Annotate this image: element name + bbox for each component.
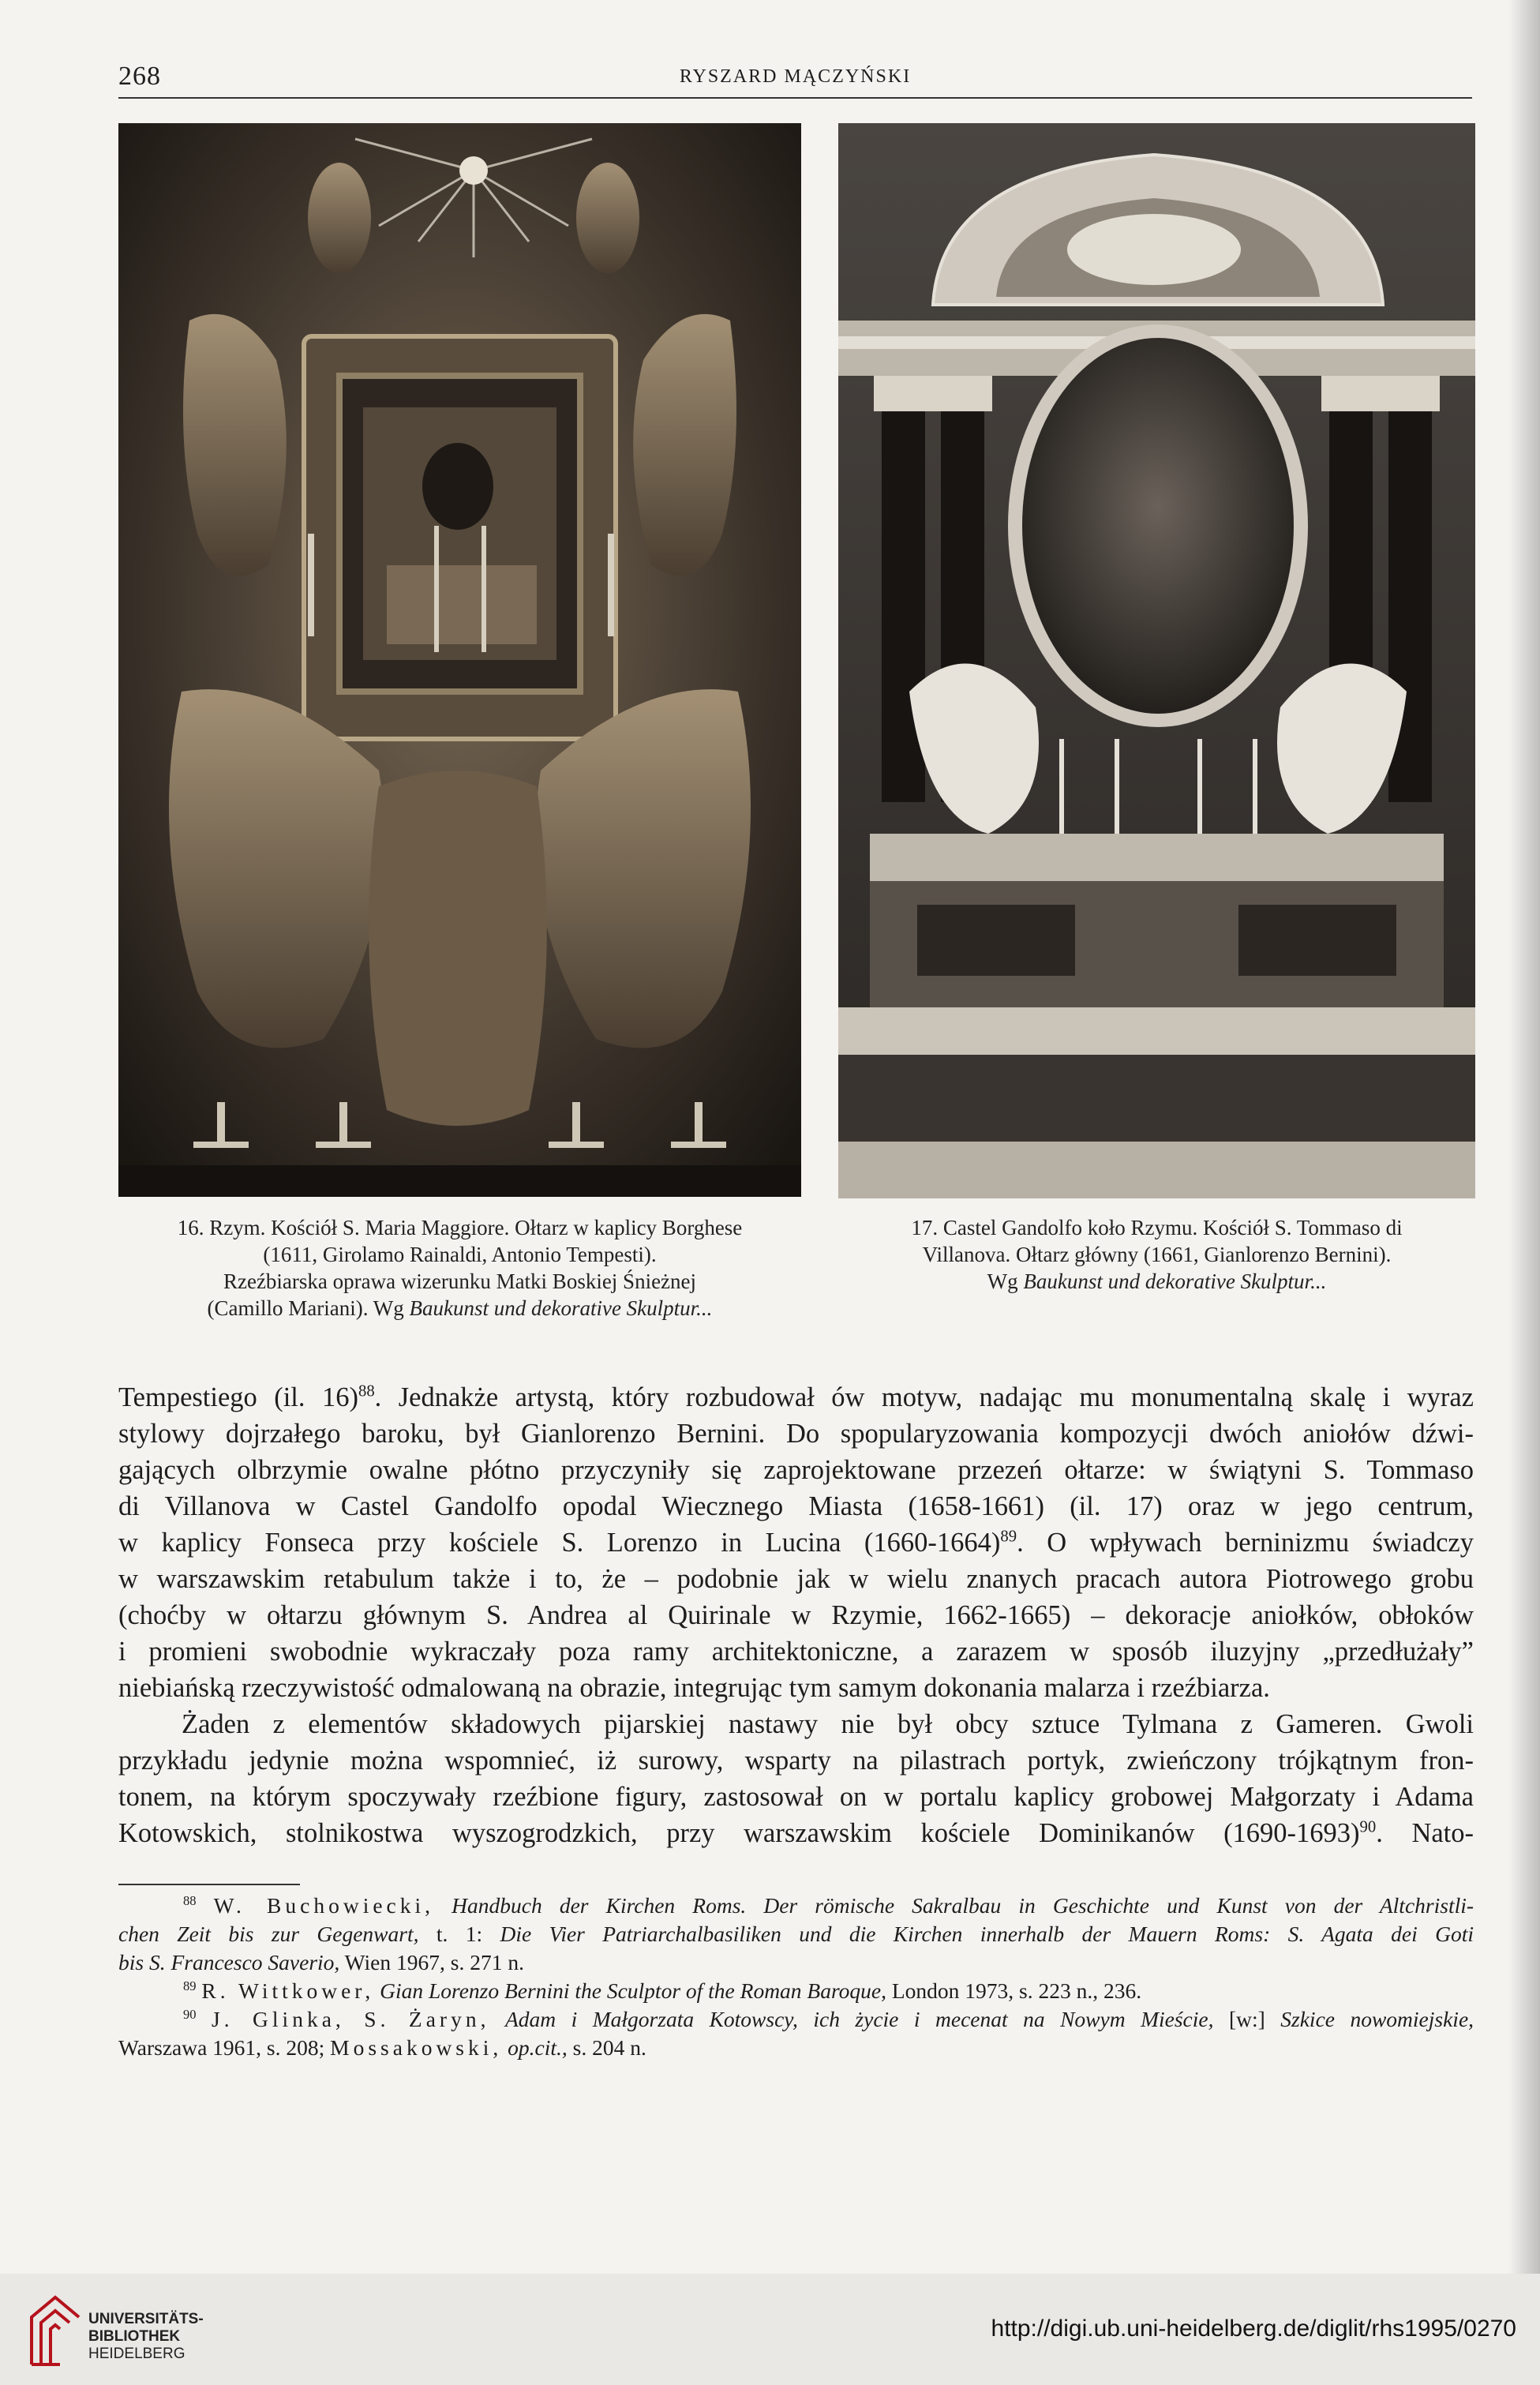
footnote-ref: 88 [358,1382,375,1401]
caption-text: (Camillo Mariani). Wg [207,1296,410,1320]
university-library-logo-icon [24,2289,87,2368]
text-line: i promieni swobodnie wykraczały poza ramy architektoniczne, a zarazem w sposób iluzyjny „przedłużały” [118,1637,1474,1667]
library-name [88,2311,204,2363]
footnote-number: 90 [183,2006,197,2022]
footnote-title: chen Zeit bis zur Gegenwart, [118,1922,419,1946]
header-rule [118,97,1472,99]
footnote-title: op.cit., [508,2035,568,2060]
footnote-text: Wien 1967, s. 271 n. [339,1950,524,1974]
caption-line [118,1295,801,1322]
text-line [118,1815,1474,1851]
footnote-title: Die Vier Patriarchalbasiliken und die Kirchen innerhalb der Mauern Roms: S. Agata dei Goti [500,1922,1474,1946]
text-line: przykładu jedynie można wspomnieć, iż surowy, wsparty na pilastrach portyk, zwieńczony trójkątnym fron- [118,1746,1474,1776]
footnote-author: J. Glinka, S. Żaryn, [212,2007,490,2031]
footnote-author: W. Buchowiecki, [213,1893,435,1918]
figure-16-caption [118,1214,801,1322]
footnote-title: Gian Lorenzo Bernini the Sculptor of the Roman Baroque, [380,1978,886,2003]
caption-source-title: Baukunst und dekorative Skulptur... [409,1296,713,1320]
footnote-text: London 1973, s. 223 n., 236. [886,1978,1142,2003]
page-number: 268 [118,62,161,91]
caption-line: (1611, Girolamo Rainaldi, Antonio Tempesti). [263,1243,657,1266]
footnotes [118,1892,1474,2062]
text-run: w kaplicy Fonseca przy kościele S. Lorenzo in Lucina (1660-1664) [118,1528,1001,1558]
body-text [118,1379,1474,1851]
caption-text: Wg [987,1269,1024,1293]
text-line: tonem, na którym spoczywały rzeźbione figury, zastosował on w portalu kaplicy grobowej Małgorzaty i Adama [118,1782,1474,1812]
text-line: niebiańską rzeczywistość odmalowaną na obrazie, integrując tym samym dokonania malarza i rzeźbiarza. [118,1673,1270,1703]
page-edge-shadow [1508,0,1540,2274]
footnote-90-line [118,2005,1474,2034]
footnote-88-line [118,1948,1474,1977]
text-run: . O wpływach berninizmu świadczy [1017,1528,1474,1558]
footnote-title: Szkice nowomiejskie, [1280,2007,1474,2031]
footnote-90-line [118,2034,1474,2062]
document-url-link[interactable]: http://digi.ub.uni-heidelberg.de/diglit/rhs1995/0270 [991,2316,1516,2342]
text-run: Tempestiego (il. 16) [118,1382,358,1412]
footnote-title: Adam i Małgorzata Kotowscy, ich życie i mecenat na Nowym Mieście, [504,2007,1214,2031]
text-line: (choćby w ołtarzu głównym S. Andrea al Quirinale w Rzymie, 1662-1665) – dekoracje aniołków, obłoków [118,1600,1474,1630]
altar-castel-gandolfo-image [838,123,1475,1198]
text-run: . Nato- [1376,1818,1474,1848]
footnote-ref: 89 [1000,1528,1017,1546]
figure-17-photo [838,123,1475,1198]
library-name-line: BIBLIOTHEK [88,2328,181,2345]
footnote-author: R. Wittkower, [201,1978,375,2003]
footnote-text: [w:] [1213,2007,1281,2031]
running-author: RYSZARD MĄCZYŃSKI [679,66,912,87]
text-line: di Villanova w Castel Gandolfo opodal Wiecznego Miasta (1658-1661) (il. 17) oraz w jego centrum, [118,1491,1474,1521]
text-line: w warszawskim retabulum także i to, że – podobnie jak w wielu znanych pracach autora Piotrowego grobu [118,1564,1474,1594]
footnote-number: 89 [183,1978,197,1993]
caption-line: 17. Castel Gandolfo koło Rzymu. Kościół S. Tommaso di [911,1216,1403,1239]
footnote-89-line [118,1977,1474,2005]
footnote-ref: 90 [1359,1818,1377,1836]
text-line [118,1379,1474,1416]
footnote-author: Mossakowski, [330,2035,503,2060]
footnote-88-line [118,1892,1474,1920]
text-run: . Jednakże artystą, który rozbudował ów motyw, nadając mu monumentalną skalę i wyraz [374,1382,1474,1412]
caption-line: Villanova. Ołtarz główny (1661, Gianlorenzo Bernini). [922,1243,1392,1266]
text-line: stylowy dojrzałego baroku, był Gianlorenzo Bernini. Do spopularyzowania kompozycji dwóch aniołów dźwi- [118,1419,1474,1449]
caption-source-title: Baukunst und dekorative Skulptur... [1023,1269,1327,1293]
text-line: gających olbrzymie owalne płótno przyczyniły się zaprojektowane przezeń ołtarze: w świątyni S. Tommaso [118,1455,1474,1485]
library-name-line: HEIDELBERG [88,2346,185,2362]
text-run: Kotowskich, stolnikostwa wyszogrodzkich, przy warszawskim kościele Dominikanów (1690-1693) [118,1818,1360,1848]
footnote-text: s. 204 n. [567,2035,646,2060]
footnote-text: Warszawa 1961, s. 208; [118,2035,331,2060]
footnote-title: Handbuch der Kirchen Roms. Der römische Sakralbau in Geschichte und Kunst von der Altchristli- [452,1893,1474,1918]
footnote-title: bis S. Francesco Saverio, [118,1950,340,1974]
figure-17-caption [838,1214,1475,1295]
text-line: Żaden z elementów składowych pijarskiej nastawy nie był obcy sztuce Tylmana z Gameren. Gwoli [182,1709,1474,1739]
footnote-number: 88 [183,1892,197,1908]
altar-borghese-image [118,123,801,1197]
text-line [118,1524,1474,1561]
caption-line [838,1268,1475,1295]
figure-16-photo [118,123,801,1197]
running-header [118,62,1472,93]
footnote-text: t. 1: [418,1922,500,1946]
footnote-88-line [118,1920,1474,1948]
caption-line: 16. Rzym. Kościół S. Maria Maggiore. Ołtarz w kaplicy Borghese [177,1216,743,1239]
footnote-rule [118,1884,300,1885]
library-name-line: UNIVERSITÄTS- [88,2311,204,2327]
caption-line: Rzeźbiarska oprawa wizerunku Matki Boskiej Śnieżnej [223,1269,697,1293]
